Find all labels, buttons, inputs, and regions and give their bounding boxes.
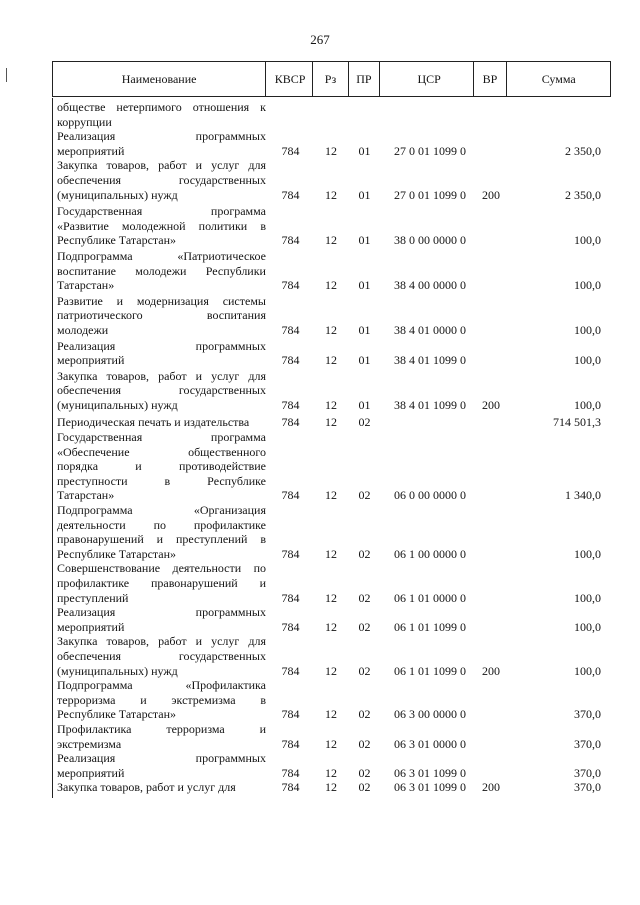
- table-row: [52, 722, 611, 751]
- row-name-line: (муниципальных) нужд: [57, 187, 178, 202]
- row-rz: 12: [325, 233, 337, 248]
- table-row: [52, 294, 611, 338]
- row-sum: 2 350,0: [565, 187, 601, 202]
- page-number: 267: [310, 32, 330, 47]
- row-csr: 38 4 01 0000 0: [394, 322, 466, 337]
- table-row: [52, 369, 611, 413]
- row-rz: 12: [325, 619, 337, 634]
- row-pr: 02: [358, 663, 371, 678]
- row-csr: 38 4 00 0000 0: [394, 278, 466, 293]
- row-name-line: Реализация программных: [57, 605, 266, 620]
- row-name: [52, 100, 266, 129]
- row-kvsr: 784: [281, 707, 300, 722]
- row-pr: 02: [358, 488, 371, 503]
- row-kvsr: 784: [281, 736, 300, 751]
- row-sum: 714 501,3: [553, 415, 601, 430]
- row-rz: 12: [325, 546, 337, 561]
- row-name-line: «Развитие молодежной политики в: [57, 218, 266, 233]
- table-row: [52, 100, 611, 129]
- row-sum: 100,0: [574, 663, 601, 678]
- row-kvsr: 784: [281, 353, 300, 368]
- row-name-line: Республике Татарстан»: [57, 707, 177, 722]
- row-name-line: Реализация программных: [57, 751, 266, 766]
- row-name-line: мероприятий: [57, 765, 125, 780]
- row-name-line: Периодическая печать и издательства: [57, 415, 250, 430]
- row-name: [52, 605, 266, 634]
- row-csr: 38 4 01 1099 0: [394, 397, 466, 412]
- row-sum: 100,0: [574, 590, 601, 605]
- row-sum: 100,0: [574, 546, 601, 561]
- row-kvsr: 784: [281, 619, 300, 634]
- row-name: [52, 294, 266, 338]
- row-pr: 01: [358, 233, 371, 248]
- table-row: [52, 780, 611, 795]
- row-sum: 100,0: [574, 397, 601, 412]
- table-row: [52, 751, 611, 780]
- row-rz: 12: [325, 278, 337, 293]
- column-header-rz: Рз: [313, 62, 349, 96]
- row-rz: 12: [325, 707, 337, 722]
- row-kvsr: 784: [281, 143, 300, 158]
- row-rz: 12: [325, 590, 337, 605]
- row-name-line: Татарстан»: [57, 488, 115, 503]
- column-header-pr: ПР: [349, 62, 380, 96]
- row-name-line: Реализация программных: [57, 129, 266, 144]
- row-kvsr: 784: [281, 765, 300, 780]
- row-name-line: деятельности по профилактике: [57, 517, 266, 532]
- row-name-line: Совершенствование деятельности по: [57, 561, 266, 576]
- row-name-line: Профилактика терроризма и: [57, 721, 266, 736]
- row-name-line: молодежи: [57, 322, 109, 337]
- row-csr: 06 3 00 0000 0: [394, 707, 466, 722]
- row-sum: 100,0: [574, 322, 601, 337]
- table-row: [52, 339, 611, 368]
- table-row: [52, 503, 611, 561]
- row-name-line: Развитие и модернизация системы: [57, 293, 266, 308]
- row-rz: 12: [325, 353, 337, 368]
- row-name-line: Государственная программа: [57, 204, 266, 219]
- row-pr: 02: [358, 707, 371, 722]
- row-rz: 12: [325, 143, 337, 158]
- row-csr: 06 1 01 0000 0: [394, 590, 466, 605]
- row-kvsr: 784: [281, 233, 300, 248]
- row-name-line: профилактике правонарушений и: [57, 576, 266, 590]
- row-name-line: экстремизма: [57, 736, 122, 751]
- row-csr: 06 3 01 1099 0: [394, 780, 466, 795]
- row-csr: 27 0 01 1099 0: [394, 143, 466, 158]
- row-kvsr: 784: [281, 278, 300, 293]
- row-name-line: Подпрограмма «Патриотическое: [57, 248, 266, 263]
- table-row: [52, 561, 611, 605]
- row-name-line: обеспечения государственных: [57, 648, 266, 663]
- row-sum: 370,0: [574, 780, 601, 795]
- row-kvsr: 784: [281, 397, 300, 412]
- row-name-line: Подпрограмма «Профилактика: [57, 678, 266, 693]
- row-name-line: правонарушений и преступлений в: [57, 532, 266, 547]
- row-rz: 12: [325, 780, 337, 795]
- row-name-line: Закупка товаров, работ и услуг для: [57, 158, 266, 173]
- table-row: [52, 129, 611, 158]
- row-name: [52, 634, 266, 678]
- row-name: [52, 751, 266, 780]
- row-kvsr: 784: [281, 415, 300, 430]
- row-kvsr: 784: [281, 488, 300, 503]
- row-name-line: Реализация программных: [57, 338, 266, 353]
- table-header: [52, 61, 611, 97]
- row-pr: 02: [358, 736, 371, 751]
- row-pr: 01: [358, 397, 371, 412]
- column-header-vr: ВР: [474, 62, 508, 96]
- row-name-line: Татарстан»: [57, 278, 115, 293]
- row-kvsr: 784: [281, 780, 300, 795]
- row-kvsr: 784: [281, 663, 300, 678]
- column-header-name: Наименование: [53, 62, 266, 96]
- row-pr: 02: [358, 590, 371, 605]
- row-name-line: мероприятий: [57, 353, 125, 368]
- row-name: [52, 678, 266, 722]
- row-name: [52, 129, 266, 158]
- column-header-sum: Сумма: [541, 71, 576, 86]
- row-pr: 01: [358, 278, 371, 293]
- row-csr: 38 0 00 0000 0: [394, 233, 466, 248]
- row-rz: 12: [325, 187, 337, 202]
- row-vr: 200: [482, 187, 500, 202]
- row-name-line: патриотического воспитания: [57, 308, 266, 323]
- row-sum: 100,0: [574, 619, 601, 634]
- row-csr: 06 0 00 0000 0: [394, 488, 466, 503]
- row-sum: 1 340,0: [565, 488, 601, 503]
- row-rz: 12: [325, 765, 337, 780]
- table-row: [52, 158, 611, 202]
- row-name-line: порядка и противодействие: [57, 459, 266, 474]
- row-csr: 06 3 01 0000 0: [394, 736, 466, 751]
- row-name-line: Закупка товаров, работ и услуг для: [57, 368, 266, 383]
- margin-mark: [6, 68, 7, 82]
- row-pr: 02: [358, 765, 371, 780]
- row-name-line: Закупка товаров, работ и услуг для: [57, 780, 236, 795]
- row-name: [52, 430, 266, 503]
- row-name: [52, 780, 266, 795]
- row-pr: 02: [358, 415, 371, 430]
- row-sum: 370,0: [574, 707, 601, 722]
- row-pr: 01: [358, 353, 371, 368]
- row-name: [52, 204, 266, 248]
- row-name-line: преступности в Республике: [57, 473, 266, 488]
- row-pr: 02: [358, 780, 371, 795]
- row-pr: 01: [358, 322, 371, 337]
- row-rz: 12: [325, 322, 337, 337]
- table-body: [52, 100, 611, 795]
- row-pr: 01: [358, 187, 371, 202]
- row-name: [52, 249, 266, 293]
- table-row: [52, 415, 611, 430]
- row-name-line: Государственная программа: [57, 430, 266, 445]
- row-name-line: воспитание молодежи Республики: [57, 263, 266, 278]
- row-name-line: терроризма и экстремизма в: [57, 692, 266, 707]
- row-kvsr: 784: [281, 187, 300, 202]
- table-row: [52, 605, 611, 634]
- row-name-line: обществе нетерпимого отношения к: [57, 100, 266, 114]
- row-rz: 12: [325, 663, 337, 678]
- row-name: [52, 158, 266, 202]
- row-csr: 27 0 01 1099 0: [394, 187, 466, 202]
- row-name-line: (муниципальных) нужд: [57, 397, 178, 412]
- row-kvsr: 784: [281, 322, 300, 337]
- row-rz: 12: [325, 397, 337, 412]
- row-name-line: Республике Татарстан»: [57, 546, 177, 561]
- row-sum: 100,0: [574, 278, 601, 293]
- table-row: [52, 634, 611, 678]
- row-rz: 12: [325, 488, 337, 503]
- row-name-line: Республике Татарстан»: [57, 233, 177, 248]
- row-sum: 100,0: [574, 353, 601, 368]
- row-vr: 200: [482, 780, 500, 795]
- row-name: [52, 503, 266, 561]
- row-name-line: «Обеспечение общественного: [57, 444, 266, 459]
- row-csr: 06 1 00 0000 0: [394, 546, 466, 561]
- row-name: [52, 561, 266, 605]
- row-sum: 370,0: [574, 765, 601, 780]
- table-row: [52, 204, 611, 248]
- row-pr: 02: [358, 619, 371, 634]
- row-name-line: Закупка товаров, работ и услуг для: [57, 634, 266, 649]
- row-name: [52, 415, 266, 430]
- row-name-line: преступлений: [57, 590, 129, 605]
- row-name-line: обеспечения государственных: [57, 172, 266, 187]
- row-name-line: Подпрограмма «Организация: [57, 503, 266, 518]
- row-name-line: коррупции: [57, 114, 112, 129]
- row-kvsr: 784: [281, 546, 300, 561]
- row-name: [52, 722, 266, 751]
- row-sum: 370,0: [574, 736, 601, 751]
- row-pr: 01: [358, 143, 371, 158]
- row-rz: 12: [325, 736, 337, 751]
- row-vr: 200: [482, 397, 500, 412]
- table-row: [52, 430, 611, 503]
- row-csr: 06 1 01 1099 0: [394, 663, 466, 678]
- row-name: [52, 339, 266, 368]
- row-vr: 200: [482, 663, 500, 678]
- row-kvsr: 784: [281, 590, 300, 605]
- row-name-line: мероприятий: [57, 619, 125, 634]
- column-header-csr: ЦСР: [380, 62, 474, 96]
- row-csr: 38 4 01 1099 0: [394, 353, 466, 368]
- row-sum: 100,0: [574, 233, 601, 248]
- row-rz: 12: [325, 415, 337, 430]
- column-header-kvsr: КВСР: [266, 62, 313, 96]
- table-row: [52, 249, 611, 293]
- row-name-line: мероприятий: [57, 143, 125, 158]
- table-row: [52, 678, 611, 722]
- row-name: [52, 369, 266, 413]
- row-name-line: (муниципальных) нужд: [57, 663, 178, 678]
- row-csr: 06 1 01 1099 0: [394, 619, 466, 634]
- row-csr: 06 3 01 1099 0: [394, 765, 466, 780]
- row-pr: 02: [358, 546, 371, 561]
- row-sum: 2 350,0: [565, 143, 601, 158]
- row-name-line: обеспечения государственных: [57, 383, 266, 398]
